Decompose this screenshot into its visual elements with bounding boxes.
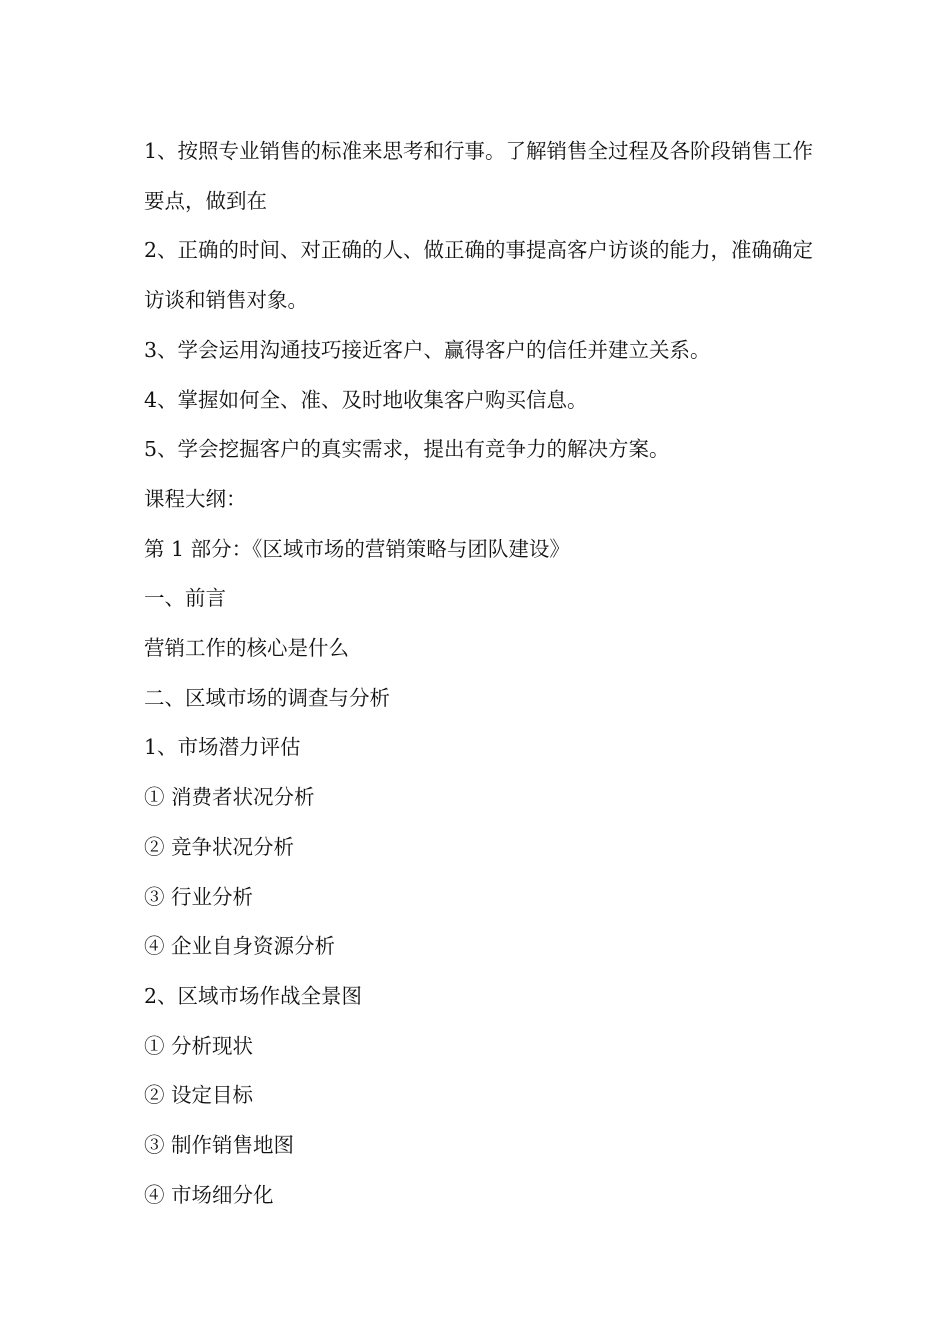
section-survey-heading: 二、区域市场的调查与分析 [144,685,390,710]
list-item-resource-analysis: ④ 企业自身资源分析 [144,934,336,959]
subsection-market-potential: 1、市场潜力评估 [144,735,301,760]
list-item-sales-map: ③ 制作销售地图 [144,1133,295,1158]
list-item-set-goals: ② 设定目标 [144,1083,254,1108]
list-item-competition-analysis: ② 竞争状况分析 [144,834,295,859]
paragraph-goal-2: 2、正确的时间、对正确的人、做正确的事提高客户访谈的能力，准确确定访谈和销售对象。 [144,238,814,313]
list-item-segmentation: ④ 市场细分化 [144,1182,274,1207]
paragraph-goal-1: 1、按照专业销售的标准来思考和行事。了解销售全过程及各阶段销售工作要点，做到在 [144,139,814,213]
paragraph-goal-4: 4、掌握如何全、准、及时地收集客户购买信息。 [144,387,588,412]
paragraph-goal-3: 3、学会运用沟通技巧接近客户、赢得客户的信任并建立关系。 [144,337,711,362]
part-1-title: 第 1 部分：《区域市场的营销策略与团队建设》 [144,536,570,561]
preface-line: 营销工作的核心是什么 [144,636,349,661]
document-body [144,127,814,1220]
list-item-consumer-analysis: ① 消费者状况分析 [144,785,315,810]
course-outline-heading: 课程大纲： [144,486,247,511]
subsection-battle-map: 2、区域市场作战全景图 [144,983,363,1008]
section-preface-heading: 一、前言 [144,586,226,611]
list-item-industry-analysis: ③ 行业分析 [144,884,254,909]
list-item-analyze-status: ① 分析现状 [144,1033,254,1058]
paragraph-goal-5: 5、学会挖掘客户的真实需求，提出有竞争力的解决方案。 [144,437,670,462]
